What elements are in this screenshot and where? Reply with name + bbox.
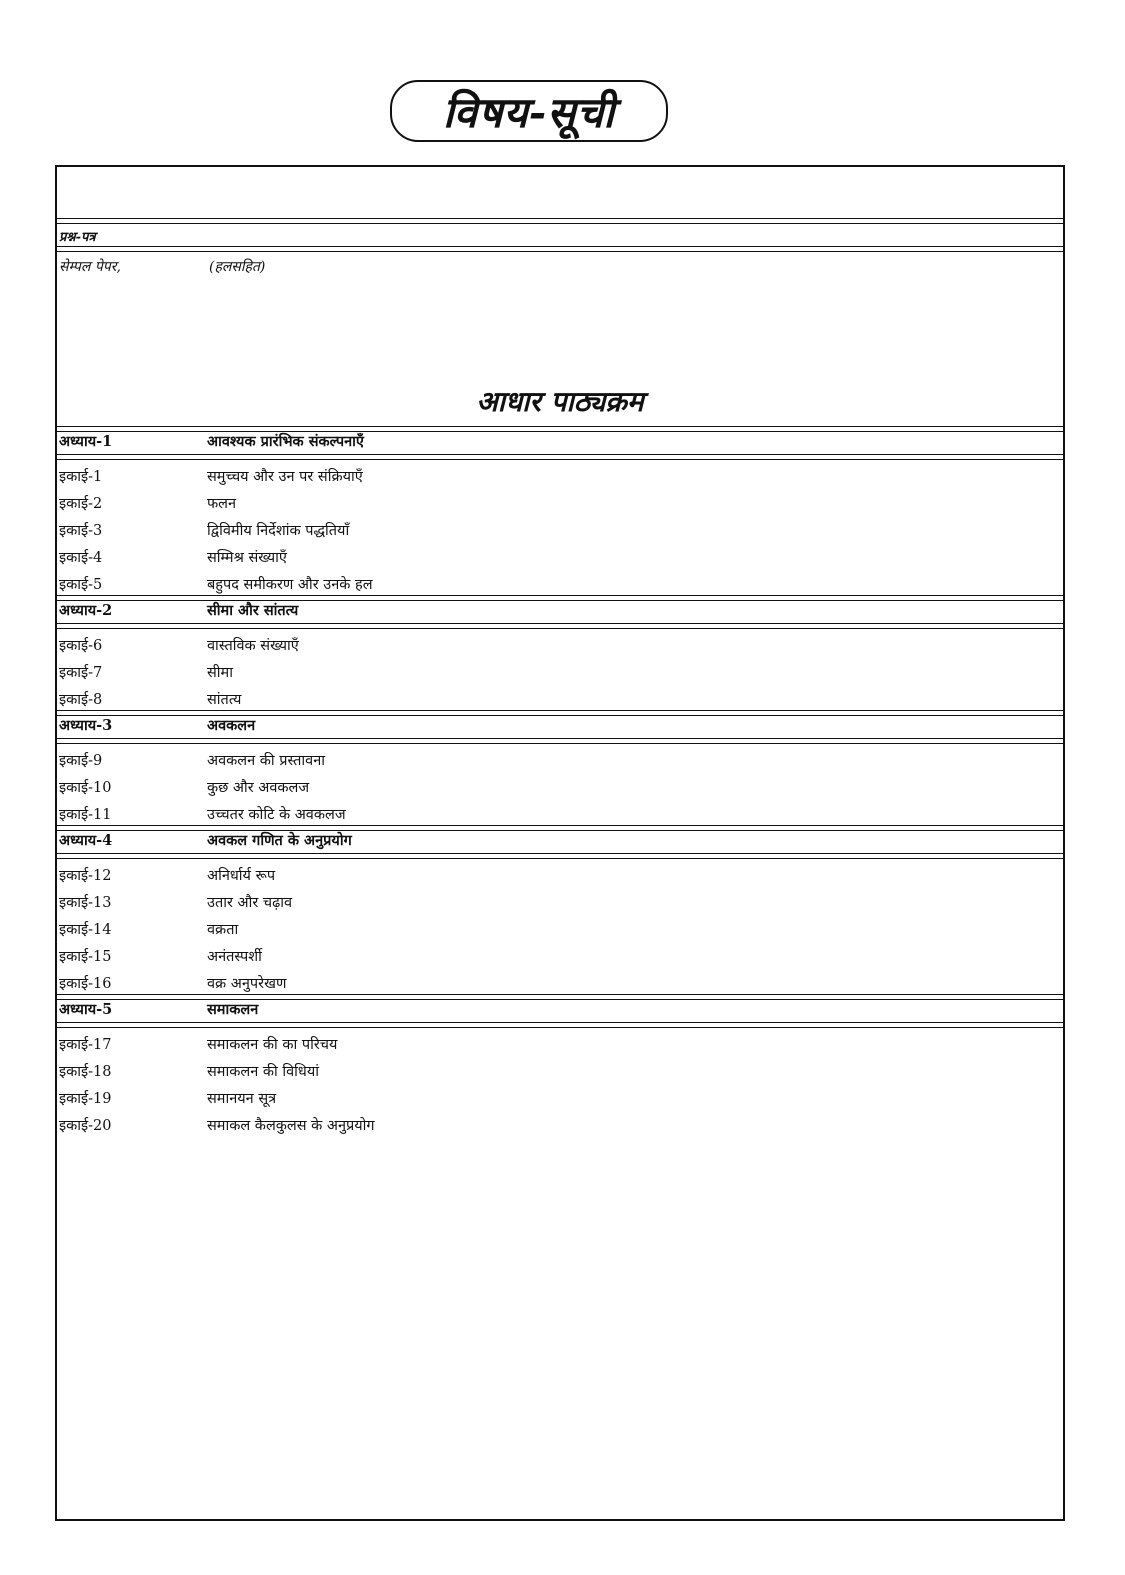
unit-title: उतार और चढ़ाव: [207, 895, 293, 911]
chapter-row: [57, 828, 1063, 854]
page-title: विषय-सूची: [442, 87, 616, 137]
unit-row: [57, 633, 1063, 659]
unit-label: इकाई-5: [59, 577, 103, 593]
unit-title: समाकलन की का परिचय: [207, 1037, 338, 1053]
unit-row: [57, 1113, 1063, 1139]
unit-label: इकाई-13: [59, 895, 112, 911]
unit-label: इकाई-6: [59, 638, 103, 654]
question-section-label: प्रश्न-पत्र: [59, 230, 96, 245]
unit-label: इकाई-20: [59, 1118, 112, 1134]
unit-label: इकाई-14: [59, 922, 112, 938]
unit-label: इकाई-15: [59, 949, 112, 965]
unit-label: इकाई-12: [59, 868, 112, 884]
unit-label: इकाई-4: [59, 550, 103, 566]
divider: [57, 1022, 1063, 1028]
course-title: आधार पाठ्यक्रम: [476, 385, 644, 418]
chapter-label: अध्याय-2: [59, 602, 113, 619]
unit-title: समानयन सूत्र: [207, 1091, 277, 1107]
unit-title: वक्रता: [207, 922, 239, 938]
unit-label: इकाई-8: [59, 692, 103, 708]
unit-title: वक्र अनुपरेखण: [207, 976, 287, 992]
contents-frame: [55, 165, 1065, 1521]
unit-title: कुछ और अवकलज: [207, 780, 310, 796]
chapter-title: समाकलन: [207, 1001, 259, 1018]
unit-title: समुच्चय और उन पर संक्रियाएँ: [207, 469, 363, 485]
chapter-title: सीमा और सांतत्य: [207, 602, 299, 619]
chapter-row: [57, 598, 1063, 624]
unit-title: सांतत्य: [207, 692, 242, 708]
divider: [57, 738, 1063, 744]
unit-label: इकाई-2: [59, 496, 103, 512]
chapter-title: अवकल गणित के अनुप्रयोग: [207, 832, 352, 849]
unit-title: अनंतस्पर्शी: [207, 949, 262, 965]
sample-paper-note: (हलसहित): [209, 259, 266, 275]
unit-title: बहुपद समीकरण और उनके हल: [207, 577, 373, 593]
divider: [57, 218, 1063, 224]
unit-label: इकाई-18: [59, 1064, 112, 1080]
unit-row: [57, 1086, 1063, 1112]
unit-label: इकाई-10: [59, 780, 112, 796]
chapter-label: अध्याय-5: [59, 1001, 113, 1018]
unit-row: [57, 545, 1063, 571]
unit-row: [57, 1032, 1063, 1058]
unit-title: सीमा: [207, 665, 233, 681]
unit-title: द्विविमीय निर्देशांक पद्धतियाँ: [207, 523, 350, 539]
unit-label: इकाई-7: [59, 665, 103, 681]
unit-title: फलन: [207, 496, 237, 512]
unit-row: [57, 518, 1063, 544]
unit-title: अवकलन की प्रस्तावना: [207, 753, 326, 769]
sample-paper-label: सेम्पल पेपर,: [59, 259, 121, 275]
unit-row: [57, 491, 1063, 517]
unit-label: इकाई-3: [59, 523, 103, 539]
unit-row: [57, 775, 1063, 801]
unit-title: अनिर्धार्य रूप: [207, 868, 276, 884]
unit-label: इकाई-17: [59, 1037, 112, 1053]
unit-title: समाकल कैलकुलस के अनुप्रयोग: [207, 1118, 375, 1134]
unit-title: उच्चतर कोटि के अवकलज: [207, 807, 346, 823]
unit-row: [57, 917, 1063, 943]
chapter-title: आवश्यक प्रारंभिक संकल्पनाएँ: [207, 433, 364, 450]
unit-row: [57, 1059, 1063, 1085]
chapter-row: [57, 997, 1063, 1023]
unit-row: [57, 748, 1063, 774]
unit-row: [57, 863, 1063, 889]
unit-label: इकाई-1: [59, 469, 103, 485]
divider: [57, 853, 1063, 859]
unit-row: [57, 464, 1063, 490]
unit-label: इकाई-11: [59, 807, 112, 823]
unit-title: वास्तविक संख्याएँ: [207, 638, 299, 654]
unit-label: इकाई-19: [59, 1091, 112, 1107]
unit-row: [57, 660, 1063, 686]
chapter-label: अध्याय-4: [59, 832, 113, 849]
divider: [57, 246, 1063, 252]
divider: [57, 623, 1063, 629]
page-title-box: [390, 80, 668, 142]
unit-row: [57, 944, 1063, 970]
chapter-row: [57, 429, 1063, 455]
chapter-label: अध्याय-3: [59, 717, 113, 734]
unit-title: समाकलन की विधियां: [207, 1064, 320, 1080]
unit-title: सम्मिश्र संख्याएँ: [207, 550, 287, 566]
unit-row: [57, 890, 1063, 916]
unit-label: इकाई-9: [59, 753, 103, 769]
unit-label: इकाई-16: [59, 976, 112, 992]
divider: [57, 454, 1063, 460]
chapter-label: अध्याय-1: [59, 433, 113, 450]
chapter-title: अवकलन: [207, 717, 256, 734]
chapter-row: [57, 713, 1063, 739]
